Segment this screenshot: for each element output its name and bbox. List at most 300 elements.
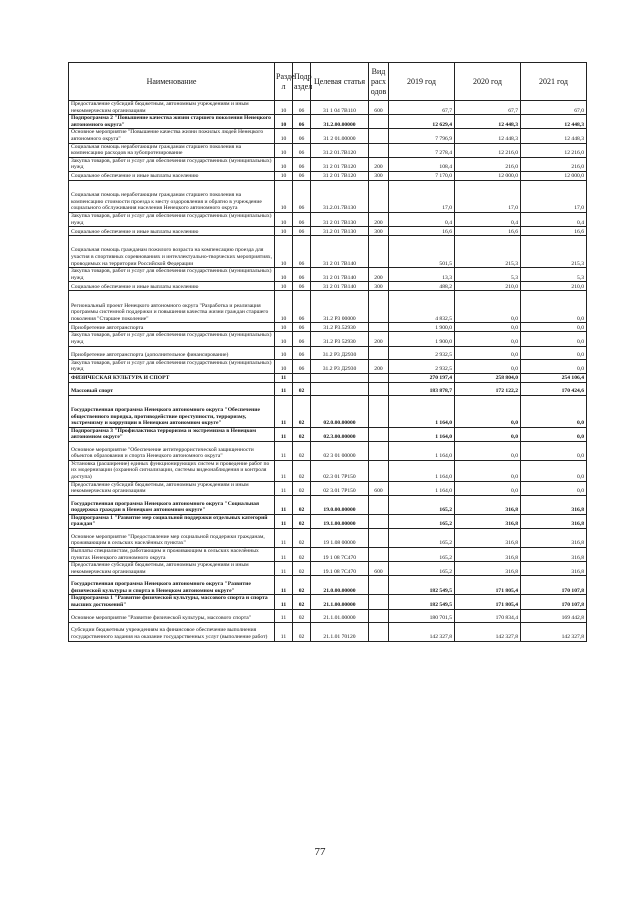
cell-razdel: 11 bbox=[275, 441, 293, 460]
cell-target-article: 19.1.00.00000 bbox=[311, 514, 369, 528]
cell-target-article: 31.2 Р3 Д2930 bbox=[311, 346, 369, 359]
table-row bbox=[69, 227, 587, 236]
cell-razdel: 11 bbox=[275, 382, 293, 395]
cell-expense-type bbox=[369, 427, 389, 441]
cell-expense-type bbox=[369, 595, 389, 609]
cell-razdel: 11 bbox=[275, 595, 293, 609]
table-row bbox=[69, 143, 587, 157]
cell-year-2020: 5,3 bbox=[455, 268, 521, 282]
cell-target-article: 02 3 01 00000 bbox=[311, 441, 369, 460]
page-number: 77 bbox=[314, 846, 326, 858]
cell-year-2020: 12 448,3 bbox=[455, 115, 521, 129]
header-podrazdel: Подр аздел bbox=[293, 63, 311, 101]
cell-name: Основное мероприятие "Повышение качества жизни пожилых людей Ненецкого автономного округа" bbox=[69, 129, 275, 143]
cell-podrazdel: 06 bbox=[293, 323, 311, 332]
cell-name: Предоставление субсидий бюджетным, автономным учреждениям и иным некоммерческим организациям bbox=[69, 101, 275, 115]
cell-year-2020: 316,8 bbox=[455, 562, 521, 576]
table-row bbox=[69, 595, 587, 609]
table-row bbox=[69, 622, 587, 641]
table-row bbox=[69, 609, 587, 622]
cell-podrazdel: 02 bbox=[293, 622, 311, 641]
cell-year-2021: 12 000,0 bbox=[521, 171, 587, 180]
cell-expense-type bbox=[369, 346, 389, 359]
cell-year-2021: 316,8 bbox=[521, 529, 587, 548]
cell-target-article: 31 2 01.00000 bbox=[311, 129, 369, 143]
cell-razdel: 10 bbox=[275, 282, 293, 291]
cell-target-article: 31 2 01 7В120 bbox=[311, 157, 369, 171]
cell-name: Государственная программа Ненецкого автономного округа "Социальная поддержка граждан в Ненецком автономном округе" bbox=[69, 495, 275, 514]
cell-year-2021: 254 106,4 bbox=[521, 373, 587, 382]
cell-podrazdel: 06 bbox=[293, 180, 311, 212]
cell-expense-type bbox=[369, 514, 389, 528]
table-row bbox=[69, 359, 587, 373]
cell-year-2020: 171 805,4 bbox=[455, 595, 521, 609]
cell-year-2019: 67,7 bbox=[389, 101, 455, 115]
cell-expense-type: 300 bbox=[369, 282, 389, 291]
cell-year-2020: 216,0 bbox=[455, 157, 521, 171]
table-row bbox=[69, 562, 587, 576]
cell-year-2021: 0,0 bbox=[521, 481, 587, 495]
cell-expense-type: 200 bbox=[369, 332, 389, 346]
cell-expense-type bbox=[369, 291, 389, 323]
cell-razdel: 10 bbox=[275, 268, 293, 282]
cell-expense-type bbox=[369, 609, 389, 622]
cell-year-2020: 0,4 bbox=[455, 212, 521, 226]
cell-expense-type: 200 bbox=[369, 157, 389, 171]
table-body bbox=[69, 101, 587, 642]
cell-target-article: 31 2 01 7В130 bbox=[311, 212, 369, 226]
cell-expense-type bbox=[369, 115, 389, 129]
cell-name: Основное мероприятие "Обеспечение антитеррористической защищенности объектов образования и спорта Ненецкого автономного округа" bbox=[69, 441, 275, 460]
cell-razdel: 10 bbox=[275, 323, 293, 332]
table-row bbox=[69, 346, 587, 359]
cell-year-2020: 0,0 bbox=[455, 332, 521, 346]
cell-year-2020: 0,0 bbox=[455, 460, 521, 481]
cell-year-2021: 16,6 bbox=[521, 227, 587, 236]
cell-year-2021: 316,8 bbox=[521, 514, 587, 528]
cell-razdel: 10 bbox=[275, 115, 293, 129]
cell-expense-type: 600 bbox=[369, 481, 389, 495]
cell-expense-type: 600 bbox=[369, 101, 389, 115]
cell-year-2019: 7 170,0 bbox=[389, 171, 455, 180]
table-row bbox=[69, 548, 587, 562]
cell-year-2019: 1 164,0 bbox=[389, 427, 455, 441]
cell-year-2020: 0,0 bbox=[455, 395, 521, 427]
cell-name: Подпрограмма 1 "Развитие физической культуры, массового спорта и спорта высших достижений" bbox=[69, 595, 275, 609]
cell-podrazdel: 06 bbox=[293, 332, 311, 346]
cell-target-article: 02.3 01 7Р150 bbox=[311, 460, 369, 481]
cell-podrazdel: 06 bbox=[293, 359, 311, 373]
cell-podrazdel: 06 bbox=[293, 129, 311, 143]
cell-year-2019: 501,5 bbox=[389, 236, 455, 268]
cell-podrazdel: 06 bbox=[293, 291, 311, 323]
cell-year-2020: 17,0 bbox=[455, 180, 521, 212]
cell-year-2019: 1 164,0 bbox=[389, 481, 455, 495]
cell-name: Подпрограмма 3 "Профилактика терроризма и экстремизма в Ненецком автономном округе" bbox=[69, 427, 275, 441]
cell-razdel: 10 bbox=[275, 332, 293, 346]
cell-target-article: 31 2 01 7В140 bbox=[311, 282, 369, 291]
cell-razdel: 11 bbox=[275, 514, 293, 528]
budget-table-sheet bbox=[68, 62, 586, 642]
cell-year-2021: 142 327,8 bbox=[521, 622, 587, 641]
cell-expense-type bbox=[369, 129, 389, 143]
table-row bbox=[69, 529, 587, 548]
cell-target-article: 31.2.01.7В130 bbox=[311, 180, 369, 212]
cell-year-2019: 2 932,5 bbox=[389, 359, 455, 373]
cell-podrazdel: 02 bbox=[293, 595, 311, 609]
cell-name: Социальное обеспечение и иные выплаты населению bbox=[69, 282, 275, 291]
cell-expense-type: 300 bbox=[369, 227, 389, 236]
cell-year-2020: 316,8 bbox=[455, 514, 521, 528]
table-row bbox=[69, 332, 587, 346]
cell-podrazdel: 02 bbox=[293, 395, 311, 427]
cell-podrazdel: 02 bbox=[293, 514, 311, 528]
cell-name: Подпрограмма 1 "Развитие мер социальной поддержки отдельных категорий граждан" bbox=[69, 514, 275, 528]
cell-target-article: 02.3.00.00000 bbox=[311, 427, 369, 441]
table-row bbox=[69, 180, 587, 212]
cell-year-2020: 67,7 bbox=[455, 101, 521, 115]
cell-expense-type bbox=[369, 460, 389, 481]
cell-year-2019: 180 701,5 bbox=[389, 609, 455, 622]
cell-target-article: 21.0.00.00000 bbox=[311, 576, 369, 595]
cell-expense-type bbox=[369, 441, 389, 460]
cell-year-2019: 1 164,0 bbox=[389, 441, 455, 460]
cell-razdel: 11 bbox=[275, 481, 293, 495]
cell-name: Социальная помощь гражданам пожилого возраста на компенсацию проезда для участия в спортивных соревнованиях и интеллектуально-творческих мероприятиях, проводимых на территории Российской Федерации bbox=[69, 236, 275, 268]
cell-year-2021: 170 107,8 bbox=[521, 595, 587, 609]
cell-year-2019: 7 278,4 bbox=[389, 143, 455, 157]
cell-razdel: 10 bbox=[275, 143, 293, 157]
cell-name: Социальная помощь неработающим гражданам старшего поколения на компенсацию расходов на зубопротезирование bbox=[69, 143, 275, 157]
table-row bbox=[69, 382, 587, 395]
cell-podrazdel: 02 bbox=[293, 529, 311, 548]
cell-name: Массовый спорт bbox=[69, 382, 275, 395]
cell-year-2019: 270 197,4 bbox=[389, 373, 455, 382]
cell-year-2020: 210,0 bbox=[455, 282, 521, 291]
cell-year-2020: 0,0 bbox=[455, 441, 521, 460]
cell-podrazdel: 06 bbox=[293, 212, 311, 226]
cell-year-2019: 108,4 bbox=[389, 157, 455, 171]
cell-name: Подпрограмма 2 "Повышение качества жизни старшего поколения Ненецкого автономного округа" bbox=[69, 115, 275, 129]
cell-name: Предоставление субсидий бюджетным, автономным учреждениям и иным некоммерческим организациям bbox=[69, 562, 275, 576]
cell-name: Закупка товаров, работ и услуг для обеспечения государственных (муниципальных) нужд bbox=[69, 212, 275, 226]
table-row bbox=[69, 460, 587, 481]
cell-expense-type: 200 bbox=[369, 359, 389, 373]
cell-podrazdel: 02 bbox=[293, 441, 311, 460]
cell-podrazdel: 06 bbox=[293, 282, 311, 291]
cell-year-2019: 165,2 bbox=[389, 529, 455, 548]
cell-target-article: 31.2 01 7В130 bbox=[311, 227, 369, 236]
cell-podrazdel: 06 bbox=[293, 171, 311, 180]
header-target-article: Целевая статья bbox=[311, 63, 369, 101]
cell-name: Социальная помощь неработающим гражданам старшего поколения на компенсацию стоимости проезда к месту оздоровления и обратно в учреждение социального обслуживания населения Ненецкого автономного округа bbox=[69, 180, 275, 212]
cell-podrazdel: 02 bbox=[293, 382, 311, 395]
cell-expense-type: 600 bbox=[369, 562, 389, 576]
cell-target-article: 31.2 Р3.52930 bbox=[311, 323, 369, 332]
cell-year-2019: 2 932,5 bbox=[389, 346, 455, 359]
cell-name: Предоставление субсидий бюджетным, автономным учреждениям и иным некоммерческим организациям bbox=[69, 481, 275, 495]
cell-razdel: 10 bbox=[275, 359, 293, 373]
cell-name: Основное мероприятие "Предоставление мер социальной поддержки гражданам, проживающим в сельских населённых пунктах" bbox=[69, 529, 275, 548]
cell-expense-type bbox=[369, 548, 389, 562]
cell-razdel: 11 bbox=[275, 495, 293, 514]
table-row bbox=[69, 101, 587, 115]
cell-target-article: 02 3.01 7Р150 bbox=[311, 481, 369, 495]
cell-year-2021: 0,0 bbox=[521, 323, 587, 332]
cell-year-2020: 0,0 bbox=[455, 291, 521, 323]
cell-year-2020: 0,0 bbox=[455, 359, 521, 373]
cell-razdel: 11 bbox=[275, 460, 293, 481]
table-row bbox=[69, 157, 587, 171]
cell-year-2020: 0,0 bbox=[455, 346, 521, 359]
cell-razdel: 10 bbox=[275, 346, 293, 359]
cell-year-2021: 67,0 bbox=[521, 101, 587, 115]
cell-podrazdel: 06 bbox=[293, 157, 311, 171]
cell-name: Государственная программа Ненецкого автономного округа "Развитие физической культуры и спорта в Ненецком автономном округе" bbox=[69, 576, 275, 595]
table-row bbox=[69, 323, 587, 332]
table-row bbox=[69, 395, 587, 427]
cell-year-2021: 0,0 bbox=[521, 395, 587, 427]
cell-target-article: 02.0.00.00000 bbox=[311, 395, 369, 427]
cell-expense-type: 200 bbox=[369, 212, 389, 226]
cell-razdel: 11 bbox=[275, 576, 293, 595]
cell-target-article: 31.2 Р3 Д2930 bbox=[311, 359, 369, 373]
cell-target-article: 31 1 04 7В110 bbox=[311, 101, 369, 115]
cell-razdel: 11 bbox=[275, 609, 293, 622]
cell-year-2021: 0,0 bbox=[521, 460, 587, 481]
cell-year-2019: 17,0 bbox=[389, 180, 455, 212]
cell-razdel: 11 bbox=[275, 529, 293, 548]
header-expense-type: Вид расх одов bbox=[369, 63, 389, 101]
cell-expense-type bbox=[369, 143, 389, 157]
cell-year-2021: 316,8 bbox=[521, 548, 587, 562]
cell-year-2020: 316,8 bbox=[455, 495, 521, 514]
table-row bbox=[69, 495, 587, 514]
table-row bbox=[69, 373, 587, 382]
cell-year-2020: 12 448,3 bbox=[455, 129, 521, 143]
cell-target-article: 31 2 01 7В120 bbox=[311, 171, 369, 180]
table-row bbox=[69, 268, 587, 282]
cell-podrazdel: 06 bbox=[293, 101, 311, 115]
cell-target-article: 19 1 08 7С470 bbox=[311, 548, 369, 562]
cell-podrazdel: 06 bbox=[293, 346, 311, 359]
cell-year-2019: 4 832,5 bbox=[389, 291, 455, 323]
table-header-row bbox=[69, 63, 587, 101]
table-row bbox=[69, 236, 587, 268]
cell-year-2019: 488,2 bbox=[389, 282, 455, 291]
cell-expense-type bbox=[369, 373, 389, 382]
cell-name: ФИЗИЧЕСКАЯ КУЛЬТУРА И СПОРТ bbox=[69, 373, 275, 382]
cell-razdel: 10 bbox=[275, 291, 293, 323]
cell-expense-type bbox=[369, 236, 389, 268]
cell-year-2021: 215,3 bbox=[521, 236, 587, 268]
cell-year-2021: 210,0 bbox=[521, 282, 587, 291]
cell-name: Приобретение автотранспорта bbox=[69, 323, 275, 332]
cell-expense-type bbox=[369, 180, 389, 212]
table-row bbox=[69, 115, 587, 129]
cell-name: Закупка товаров, работ и услуг для обеспечения государственных (муниципальных) нужд bbox=[69, 332, 275, 346]
cell-podrazdel: 02 bbox=[293, 427, 311, 441]
header-year-2019: 2019 год bbox=[389, 63, 455, 101]
table-row bbox=[69, 481, 587, 495]
cell-name: Государственная программа Ненецкого автономного округа "Обеспечение общественного порядка, противодействие преступности, терроризму, экстремизму и коррупции в Ненецком автономном округе" bbox=[69, 395, 275, 427]
cell-expense-type bbox=[369, 382, 389, 395]
cell-year-2019: 16,6 bbox=[389, 227, 455, 236]
cell-year-2021: 0,0 bbox=[521, 291, 587, 323]
cell-name: Приобретение автотранспорта (дополнительное финансирование) bbox=[69, 346, 275, 359]
cell-name: Закупка товаров, работ и услуг для обеспечения государственных (муниципальных) нужд bbox=[69, 268, 275, 282]
cell-year-2020: 258 804,0 bbox=[455, 373, 521, 382]
cell-name: Социальное обеспечение и иные выплаты населению bbox=[69, 227, 275, 236]
cell-year-2021: 170 424,6 bbox=[521, 382, 587, 395]
cell-year-2021: 5,3 bbox=[521, 268, 587, 282]
cell-name: Закупка товаров, работ и услуг для обеспечения государственных (муниципальных) нужд bbox=[69, 359, 275, 373]
cell-year-2020: 142 327,8 bbox=[455, 622, 521, 641]
cell-year-2020: 12 000,0 bbox=[455, 171, 521, 180]
cell-target-article: 19.1 08 7С470 bbox=[311, 562, 369, 576]
cell-expense-type bbox=[369, 323, 389, 332]
cell-year-2019: 165,2 bbox=[389, 548, 455, 562]
cell-expense-type bbox=[369, 576, 389, 595]
cell-year-2020: 215,3 bbox=[455, 236, 521, 268]
header-razdel: Разде л bbox=[275, 63, 293, 101]
table-row bbox=[69, 212, 587, 226]
cell-razdel: 10 bbox=[275, 180, 293, 212]
cell-year-2020: 0,0 bbox=[455, 323, 521, 332]
header-year-2021: 2021 год bbox=[521, 63, 587, 101]
cell-year-2021: 0,0 bbox=[521, 427, 587, 441]
cell-year-2021: 12 216,0 bbox=[521, 143, 587, 157]
cell-year-2021: 0,0 bbox=[521, 332, 587, 346]
cell-razdel: 10 bbox=[275, 157, 293, 171]
cell-razdel: 10 bbox=[275, 129, 293, 143]
cell-expense-type bbox=[369, 529, 389, 548]
table-row bbox=[69, 576, 587, 595]
header-year-2020: 2020 год bbox=[455, 63, 521, 101]
cell-razdel: 11 bbox=[275, 395, 293, 427]
cell-year-2021: 170 107,8 bbox=[521, 576, 587, 595]
cell-razdel: 11 bbox=[275, 562, 293, 576]
cell-year-2020: 16,6 bbox=[455, 227, 521, 236]
cell-podrazdel: 06 bbox=[293, 236, 311, 268]
cell-podrazdel: 02 bbox=[293, 562, 311, 576]
cell-target-article: 21.1.01.00000 bbox=[311, 609, 369, 622]
cell-name: Закупка товаров, работ и услуг для обеспечения государственных (муниципальных) нужд bbox=[69, 157, 275, 171]
cell-year-2021: 0,0 bbox=[521, 441, 587, 460]
table-row bbox=[69, 427, 587, 441]
cell-razdel: 10 bbox=[275, 101, 293, 115]
table-row bbox=[69, 171, 587, 180]
cell-year-2019: 165,2 bbox=[389, 495, 455, 514]
cell-year-2021: 216,0 bbox=[521, 157, 587, 171]
cell-year-2019: 165,2 bbox=[389, 514, 455, 528]
cell-year-2021: 0,0 bbox=[521, 346, 587, 359]
cell-year-2021: 169 442,8 bbox=[521, 609, 587, 622]
cell-year-2019: 0,4 bbox=[389, 212, 455, 226]
cell-year-2019: 1 164,0 bbox=[389, 460, 455, 481]
cell-target-article bbox=[311, 373, 369, 382]
cell-year-2019: 1 900,0 bbox=[389, 323, 455, 332]
cell-razdel: 10 bbox=[275, 227, 293, 236]
cell-razdel: 11 bbox=[275, 373, 293, 382]
cell-year-2021: 12 448,3 bbox=[521, 115, 587, 129]
table-row bbox=[69, 291, 587, 323]
cell-name: Социальное обеспечение и иные выплаты населению bbox=[69, 171, 275, 180]
cell-year-2021: 17,0 bbox=[521, 180, 587, 212]
cell-target-article: 31.2 01.7В120 bbox=[311, 143, 369, 157]
cell-target-article: 21.1.00.00000 bbox=[311, 595, 369, 609]
cell-target-article: 19 1.08 00000 bbox=[311, 529, 369, 548]
cell-podrazdel: 02 bbox=[293, 460, 311, 481]
cell-podrazdel bbox=[293, 373, 311, 382]
cell-year-2019: 142 327,8 bbox=[389, 622, 455, 641]
cell-expense-type bbox=[369, 395, 389, 427]
table-row bbox=[69, 514, 587, 528]
cell-podrazdel: 06 bbox=[293, 115, 311, 129]
cell-year-2019: 12 629,4 bbox=[389, 115, 455, 129]
cell-year-2019: 182 549,5 bbox=[389, 595, 455, 609]
cell-podrazdel: 02 bbox=[293, 576, 311, 595]
cell-year-2020: 172 122,2 bbox=[455, 382, 521, 395]
cell-podrazdel: 06 bbox=[293, 143, 311, 157]
cell-year-2021: 316,8 bbox=[521, 562, 587, 576]
cell-podrazdel: 06 bbox=[293, 268, 311, 282]
cell-razdel: 11 bbox=[275, 427, 293, 441]
cell-podrazdel: 02 bbox=[293, 548, 311, 562]
cell-year-2020: 316,8 bbox=[455, 548, 521, 562]
cell-year-2021: 0,0 bbox=[521, 359, 587, 373]
cell-expense-type bbox=[369, 622, 389, 641]
cell-name: Выплаты специалистам, работающим и проживающим в сельских населённых пунктах Ненецкого автономного округа bbox=[69, 548, 275, 562]
cell-year-2020: 0,0 bbox=[455, 481, 521, 495]
cell-expense-type bbox=[369, 495, 389, 514]
cell-year-2019: 7 796,9 bbox=[389, 129, 455, 143]
cell-year-2020: 12 216,0 bbox=[455, 143, 521, 157]
cell-razdel: 10 bbox=[275, 236, 293, 268]
cell-razdel: 11 bbox=[275, 622, 293, 641]
cell-year-2021: 316,8 bbox=[521, 495, 587, 514]
cell-year-2019: 182 549,5 bbox=[389, 576, 455, 595]
cell-podrazdel: 02 bbox=[293, 481, 311, 495]
cell-razdel: 10 bbox=[275, 212, 293, 226]
cell-year-2020: 316,8 bbox=[455, 529, 521, 548]
cell-year-2021: 12 448,3 bbox=[521, 129, 587, 143]
cell-year-2019: 13,3 bbox=[389, 268, 455, 282]
cell-name: Субсидии бюджетным учреждениям на финансовое обеспечение выполнения государственного задания на оказание государственных услуг (выполнение работ) bbox=[69, 622, 275, 641]
cell-year-2020: 171 805,4 bbox=[455, 576, 521, 595]
cell-year-2019: 183 878,7 bbox=[389, 382, 455, 395]
cell-expense-type: 300 bbox=[369, 171, 389, 180]
cell-year-2020: 170 834,4 bbox=[455, 609, 521, 622]
cell-year-2021: 0,4 bbox=[521, 212, 587, 226]
cell-name: Установка (расширение) единых функционирующих систем и проведение работ по их модернизации (охранной сигнализации, системы видеонаблюдения и контроля доступа) bbox=[69, 460, 275, 481]
cell-year-2019: 1 900,0 bbox=[389, 332, 455, 346]
cell-target-article: 31 2 01 7В140 bbox=[311, 268, 369, 282]
cell-expense-type: 200 bbox=[369, 268, 389, 282]
cell-name: Основное мероприятие "Развитие физической культуры, массового спорта" bbox=[69, 609, 275, 622]
cell-target-article: 31.2.00.00000 bbox=[311, 115, 369, 129]
budget-table bbox=[68, 62, 587, 642]
header-name: Наименование bbox=[69, 63, 275, 101]
cell-razdel: 11 bbox=[275, 548, 293, 562]
cell-razdel: 10 bbox=[275, 171, 293, 180]
cell-target-article: 31.2 Р3 00000 bbox=[311, 291, 369, 323]
cell-target-article: 31.2 Р3 52930 bbox=[311, 332, 369, 346]
cell-year-2020: 0,0 bbox=[455, 427, 521, 441]
cell-year-2019: 165,2 bbox=[389, 562, 455, 576]
cell-target-article bbox=[311, 382, 369, 395]
cell-target-article: 19.0.00.00000 bbox=[311, 495, 369, 514]
